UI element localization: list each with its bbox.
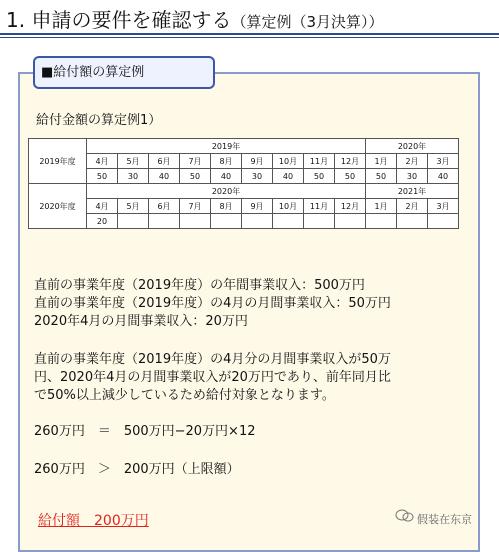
month-cell: 10月 — [273, 199, 304, 214]
calendar-year-header: 2020年 — [87, 184, 366, 199]
value-cell — [366, 214, 397, 229]
annual-revenue-line: 直前の事業年度（2019年度）の年間事業収入：500万円 — [34, 278, 365, 293]
table-row — [29, 184, 459, 199]
table-row — [29, 139, 459, 154]
value-cell: 30 — [118, 169, 149, 184]
value-cell: 30 — [397, 169, 428, 184]
table-row — [29, 199, 459, 214]
april-revenue-line: 直前の事業年度（2019年度）の4月の月間事業収入：50万円 — [34, 296, 391, 311]
month-cell: 1月 — [366, 154, 397, 169]
section-tag: ■給付額の算定例 — [33, 56, 215, 89]
value-cell: 50 — [87, 169, 118, 184]
month-cell: 4月 — [87, 154, 118, 169]
calculation-line: 260万円 ＝ 500万円−20万円×12 — [34, 424, 256, 439]
month-cell: 10月 — [273, 154, 304, 169]
value-cell: 30 — [242, 169, 273, 184]
month-cell: 11月 — [304, 199, 335, 214]
month-cell: 12月 — [335, 199, 366, 214]
value-cell — [180, 214, 211, 229]
value-cell — [304, 214, 335, 229]
value-cell — [118, 214, 149, 229]
explanation-line: で50%以上減少しているため給付対象となります。 — [34, 388, 335, 403]
header-rule — [0, 33, 499, 35]
result-amount: 給付額 200万円 — [38, 513, 149, 529]
month-cell: 8月 — [211, 154, 242, 169]
month-cell: 5月 — [118, 154, 149, 169]
fiscal-year-label: 2020年度 — [29, 184, 87, 229]
month-cell: 7月 — [180, 199, 211, 214]
current-april-line: 2020年4月の月間事業収入：20万円 — [34, 314, 248, 329]
value-cell: 40 — [149, 169, 180, 184]
table-row — [29, 169, 459, 184]
header-rule-thin — [0, 37, 499, 38]
month-cell: 6月 — [149, 199, 180, 214]
table-row — [29, 214, 459, 229]
month-cell: 12月 — [335, 154, 366, 169]
month-cell: 2月 — [397, 154, 428, 169]
revenue-table — [28, 138, 459, 229]
explanation-line: 円、2020年4月の月間事業収入が20万円であり、前年同月比 — [34, 370, 391, 385]
value-cell: 40 — [211, 169, 242, 184]
comparison-line: 260万円 ＞ 200万円（上限額） — [34, 462, 240, 477]
fiscal-year-label: 2019年度 — [29, 139, 87, 184]
value-cell — [211, 214, 242, 229]
month-cell: 5月 — [118, 199, 149, 214]
page-header — [0, 0, 499, 34]
month-cell: 4月 — [87, 199, 118, 214]
value-cell — [273, 214, 304, 229]
example-title: 給付金額の算定例1） — [36, 113, 162, 128]
value-cell: 50 — [366, 169, 397, 184]
calendar-year-header: 2020年 — [366, 139, 459, 154]
value-cell — [149, 214, 180, 229]
month-cell: 9月 — [242, 154, 273, 169]
month-cell: 7月 — [180, 154, 211, 169]
value-cell: 40 — [428, 169, 459, 184]
watermark-text: 假装在东京 — [417, 513, 472, 526]
month-cell: 9月 — [242, 199, 273, 214]
value-cell: 20 — [87, 214, 118, 229]
month-cell: 3月 — [428, 154, 459, 169]
calendar-year-header: 2019年 — [87, 139, 366, 154]
watermark — [393, 509, 472, 527]
value-cell — [397, 214, 428, 229]
month-cell: 3月 — [428, 199, 459, 214]
page-title — [6, 4, 384, 33]
value-cell: 40 — [273, 169, 304, 184]
month-cell: 6月 — [149, 154, 180, 169]
calendar-year-header: 2021年 — [366, 184, 459, 199]
wechat-icon — [393, 509, 417, 526]
value-cell: 50 — [304, 169, 335, 184]
explanation-line: 直前の事業年度（2019年度）の4月分の月間事業収入が50万 — [34, 352, 391, 367]
value-cell — [242, 214, 273, 229]
title-main: 1. 申請の要件を確認する — [6, 8, 232, 32]
month-cell: 8月 — [211, 199, 242, 214]
value-cell: 50 — [180, 169, 211, 184]
value-cell — [335, 214, 366, 229]
value-cell: 50 — [335, 169, 366, 184]
month-cell: 1月 — [366, 199, 397, 214]
title-subtitle: （算定例（3月決算）） — [231, 13, 384, 31]
table-row — [29, 154, 459, 169]
value-cell — [428, 214, 459, 229]
month-cell: 11月 — [304, 154, 335, 169]
month-cell: 2月 — [397, 199, 428, 214]
